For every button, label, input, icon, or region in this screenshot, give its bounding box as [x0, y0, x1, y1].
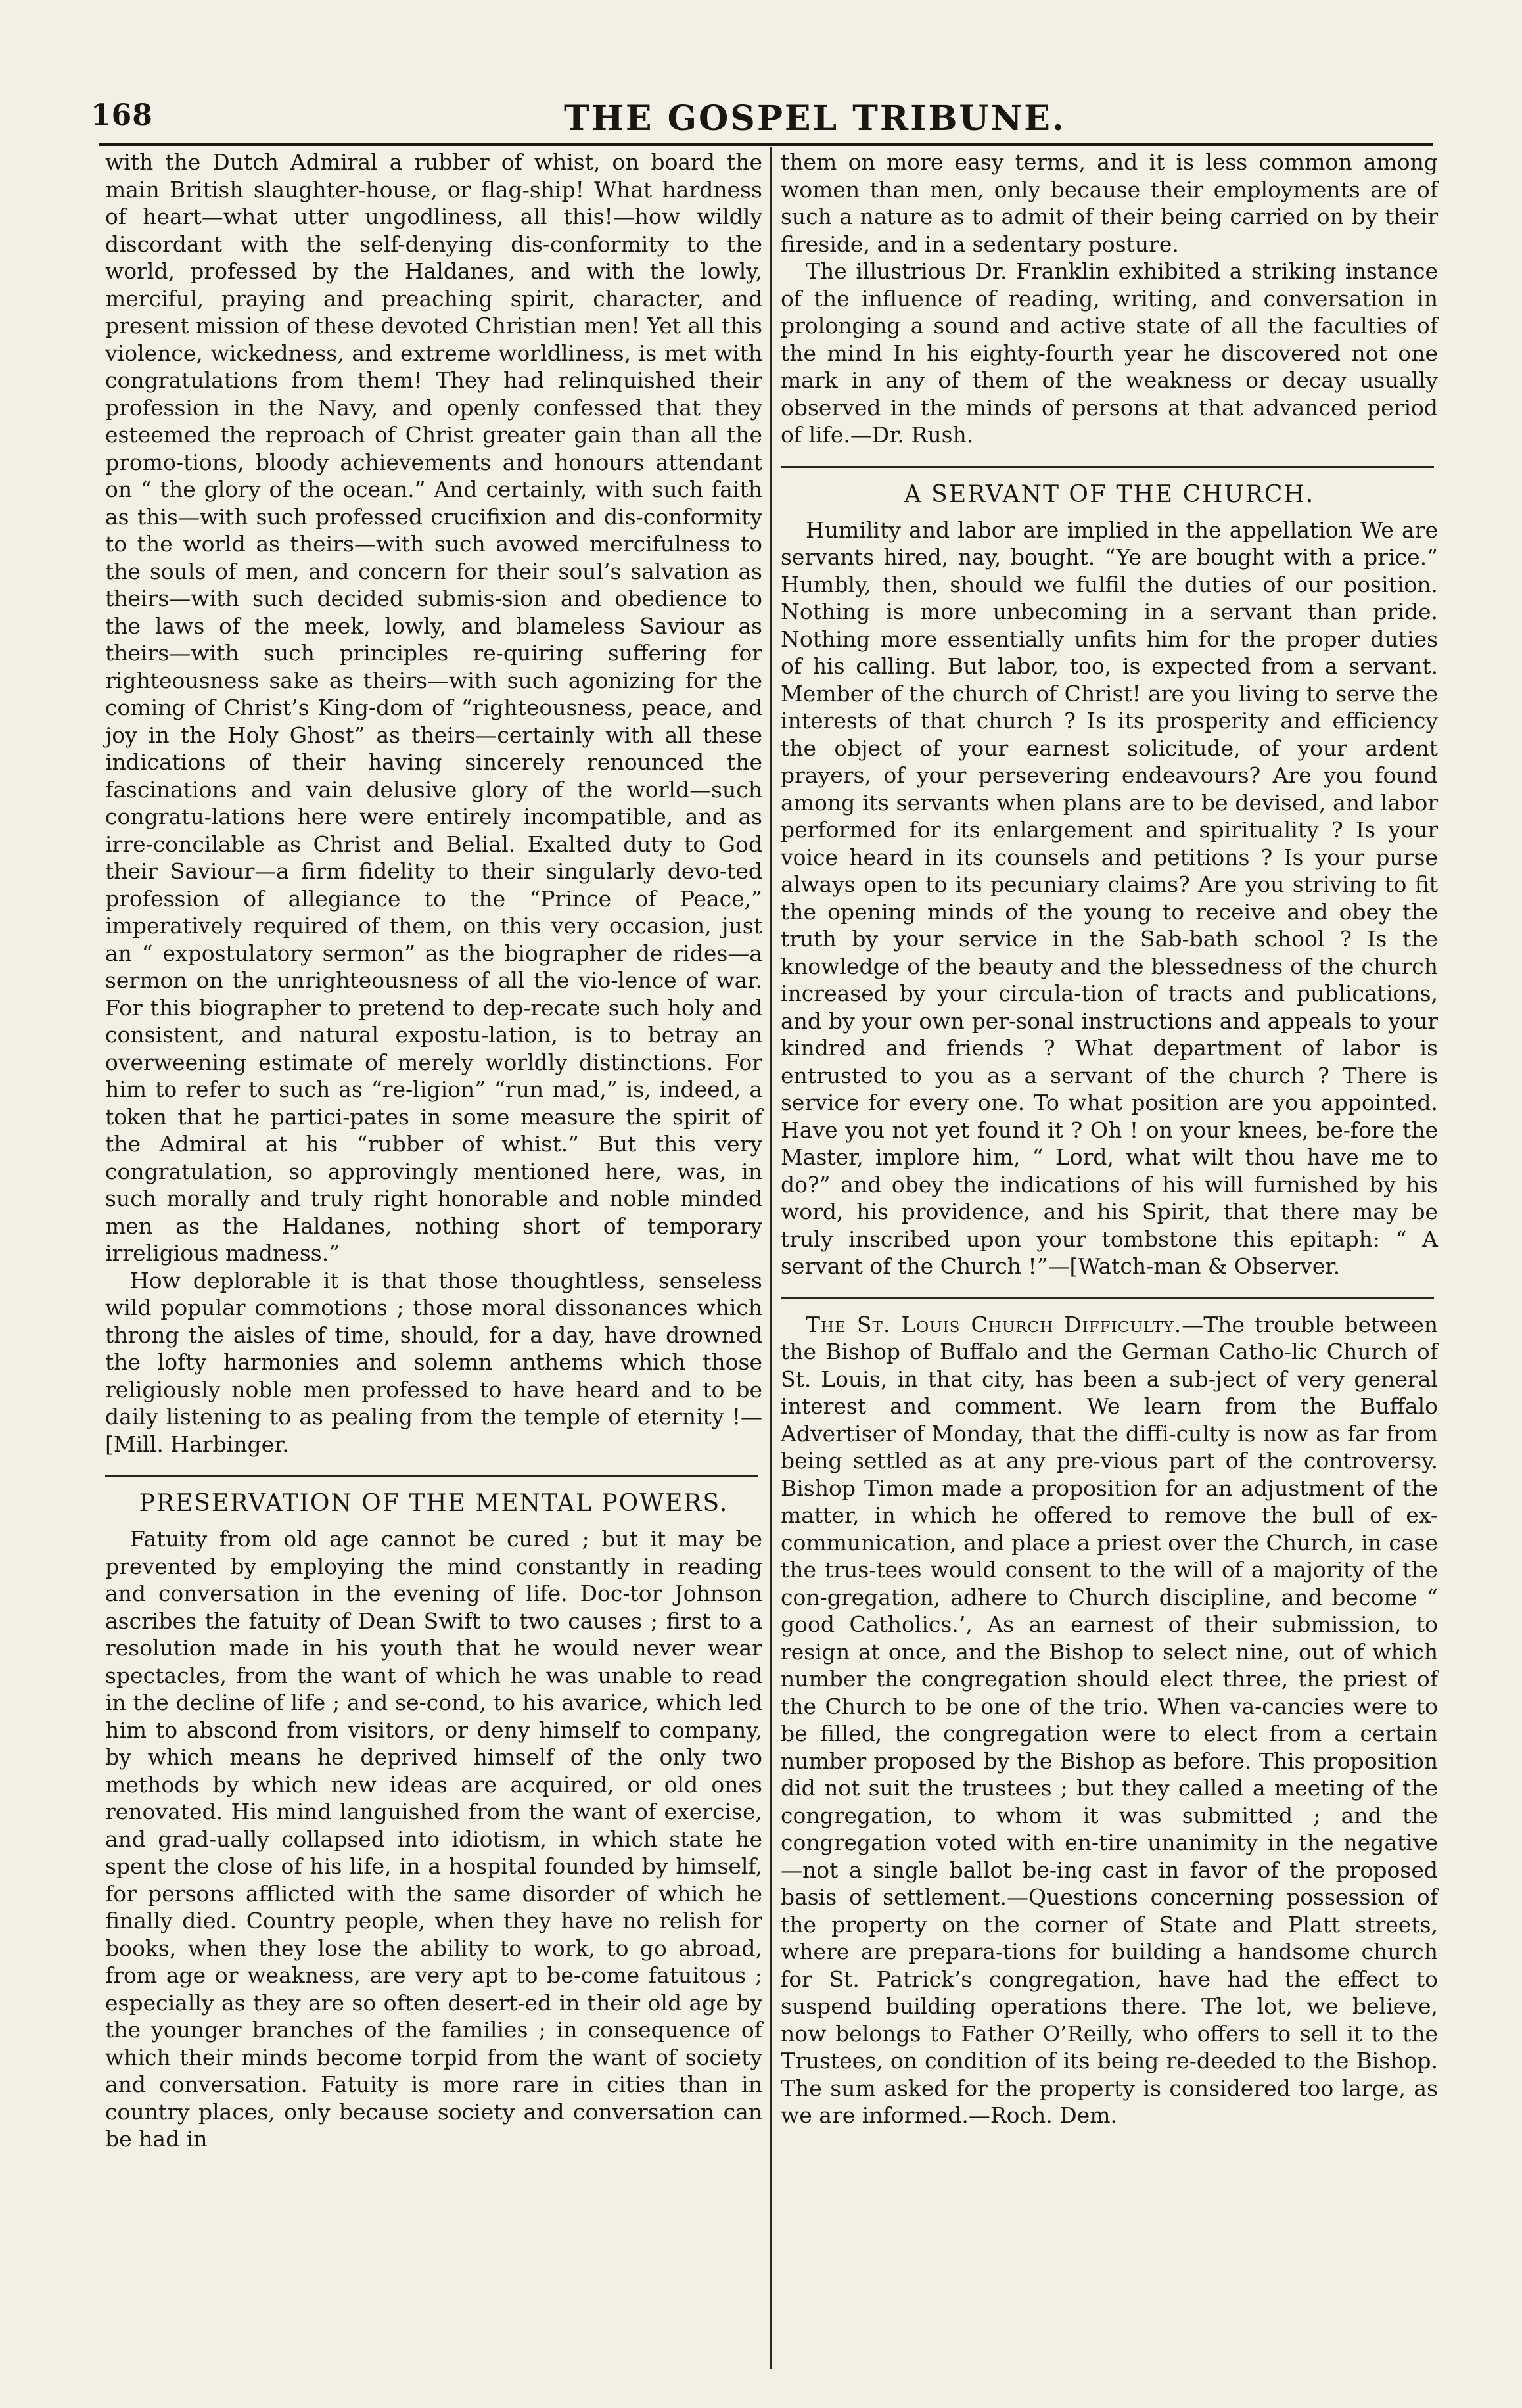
article-servant-text: Humility and labor are implied in the appellation We are servants hired, nay, bought. “Ye are bought with a price.” Humbly, then, should we fulfil the duties of our position. Nothing is more unbecoming in a servant than pride. Nothing more essentially unfits him for the proper duties of his calling. But labor, too, is expected from a servant. Member of the church of Christ! are you living to serve the interests of that church ? Is its prosperity and efficiency the object of your earnest solicitude, of your ardent prayers, of your persevering endeavours? Are you found among its servants when plans are to be devised, and labor performed for its enlargement and spirituality ? Is your voice heard in its counsels and petitions ? Is your purse always open to its pecuniary claims? Are you striving to fit the opening minds of the young to receive and obey the truth by your service in the Sab-bath school ? Is the knowledge of the beauty and the blessedness of the church increased by your circula-tion of tracts and publications, and by your own per-sonal instructions and appeals to your kindred and friends ? What department of labor is entrusted to you as a servant of the church ? There is service for every one. To what position are you appointed. Have you not yet found it ? Oh ! on your knees, be-fore the Master, implore him, “ Lord, what wilt thou have me to do?” and obey the indications of his will furnished by his word, his providence, and his Spirit, that there may be truly inscribed upon your tombstone this epitaph: “ A servant of the Church !”—[Watch-man & Observer. [781, 517, 1438, 1279]
left-column [105, 149, 762, 2153]
header-rule [99, 143, 1433, 146]
section-divider [105, 1475, 758, 1477]
page-number: 168 [91, 99, 153, 132]
article-st-louis [781, 1311, 1438, 2129]
article-haldanes-text: with the Dutch Admiral a rubber of whist, on board the main British slaughter-house, or flag-ship! What hardness of heart—what utter ungodliness, all this!—how wildly discordant with the self-denying dis-conformity to the world, professed by the Haldanes, and with the lowly, merciful, praying and preaching spirit, character, and present mission of these devoted Christian men! Yet all this violence, wickedness, and extreme worldliness, is met with congratulations from them! They had relinquished their profession in the Navy, and openly confessed that they esteemed the reproach of Christ greater gain than all the promo-tions, bloody achievements and honours attendant on “ the glory of the ocean.” And certainly, with such faith as this—with such professed crucifixion and dis-conformity to the world as theirs—with such avowed mercifulness to the souls of men, and concern for their soul’s salvation as theirs—with such decided submis-sion and obedience to the laws of the meek, lowly, and blameless Saviour as theirs—with such principles re-quiring suffering for righteousness sake as theirs—with such agonizing for the coming of Christ’s King-dom of “righteousness, peace, and joy in the Holy Ghost” as theirs—certainly with all these indications of their having sincerely renounced the fascinations and vain delusive glory of the world—such congratu-lations here were entirely incompatible, and as irre-concilable as Christ and Belial. Exalted duty to God their Saviour—a firm fidelity to their singularly devo-ted profession of allegiance to the “Prince of Peace,” imperatively required of them, on this very occasion, just an “ expostulatory sermon” as the biographer de rides—a sermon on the unrighteousness of all the vio-lence of war. For this biographer to pretend to dep-recate such holy and consistent, and natural expostu-lation, is to betray an overweening estimate of merely worldly distinctions. For him to refer to such as “re-ligion” “run mad,” is, indeed, a token that he partici-pates in some measure the spirit of the Admiral at his “rubber of whist.” But this very congratulation, so approvingly mentioned here, was, in such morally and truly right honorable and noble minded men as the Haldanes, nothing short of temporary irreligious madness.” [105, 149, 762, 1266]
page-header [91, 99, 1438, 145]
article-title-servant: A SERVANT OF THE CHURCH. [904, 480, 1315, 508]
running-title: THE GOSPEL TRIBUNE. [564, 99, 1067, 139]
section-divider [781, 1297, 1434, 1299]
article-franklin-paragraph: The illustrious Dr. Franklin exhibited a striking instance of the influence of reading, writing, and conversation in prolonging a sound and active state of all the faculties of the mind In his eighty-fourth year he discovered not one mark in any of them of the weakness or decay usually observed in the minds of persons at that advanced period of life.—Dr. Rush. [781, 258, 1438, 448]
column-divider [770, 147, 772, 2369]
article-haldanes-conclusion: How deplorable it is that those thoughtless, senseless wild popular commotions ; those moral dissonances which throng the aisles of time, should, for a day, have drowned the lofty harmonies and solemn anthems which those religiously noble men professed to have heard and to be daily listening to as pealing from the temple of eternity !—[Mill. Harbinger. [105, 1267, 762, 1457]
right-column [781, 149, 1438, 2129]
article-mental-powers-continued: them on more easy terms, and it is less common among women than men, only because their employments are of such a nature as to admit of their being carried on by their fireside, and in a sedentary posture. [781, 149, 1438, 257]
article-title-st-louis: The St. Louis Church Difficulty. [806, 1311, 1182, 1337]
section-divider [781, 466, 1434, 468]
article-title-mental-powers: PRESERVATION OF THE MENTAL POWERS. [139, 1490, 729, 1517]
article-st-louis-text: —The trouble between the Bishop of Buffalo and the German Catho-lic Church of St. Louis, in that city, has been a sub-ject of very general interest and comment. We learn from the Buffalo Advertiser of Monday, that the diffi-culty is now as far from being settled as at any pre-vious part of the controversy. Bishop Timon made a proposition for an adjustment of the matter, in which he offered to remove the bull of ex-communication, and place a priest over the Church, in case the trus-tees would consent to the will of a majority of the con-gregation, adhere to Church discipline, and become “ good Catholics.’, As an earnest of their submission, to resign at once, and the Bishop to select nine, out of which number the congregation should elect three, the priest of the Church to be one of the trio. When va-cancies were to be filled, the congregation were to elect from a certain number proposed by the Bishop as before. This proposition did not suit the trustees ; but they called a meeting of the congregation, to whom it was submitted ; and the congregation voted with en-tire unanimity in the negative—not a single ballot be-ing cast in favor of the proposed basis of settlement.—Questions concerning possession of the property on the corner of State and Platt streets, where are prepara-tions for building a handsome church for St. Patrick’s congregation, have had the effect to suspend building operations there. The lot, we believe, now belongs to Father O’Reilly, who offers to sell it to the Trustees, on condition of its being re-deeded to the Bishop. The sum asked for the property is considered too large, as we are informed.—Roch. Dem. [781, 1311, 1438, 2128]
article-mental-powers-text: Fatuity from old age cannot be cured ; but it may be prevented by employing the mind constantly in reading and conversation in the evening of life. Doc-tor Johnson ascribes the fatuity of Dean Swift to two causes ; first to a resolution made in his youth that he would never wear spectacles, from the want of which he was unable to read in the decline of life ; and se-cond, to his avarice, which led him to abscond from visitors, or deny himself to company, by which means he deprived himself of the only two methods by which new ideas are acquired, or old ones renovated. His mind languished from the want of exercise, and grad-ually collapsed into idiotism, in which state he spent the close of his life, in a hospital founded by himself, for persons afflicted with the same disorder of which he finally died. Country people, when they have no relish for books, when they lose the ability to work, to go abroad, from age or weakness, are very apt to be-come fatuitous ; especially as they are so often desert-ed in their old age by the younger branches of the families ; in consequence of which their minds become torpid from the want of society and conversation. Fatuity is more rare in cities than in country places, only because society and conversation can be had in [105, 1526, 762, 2152]
